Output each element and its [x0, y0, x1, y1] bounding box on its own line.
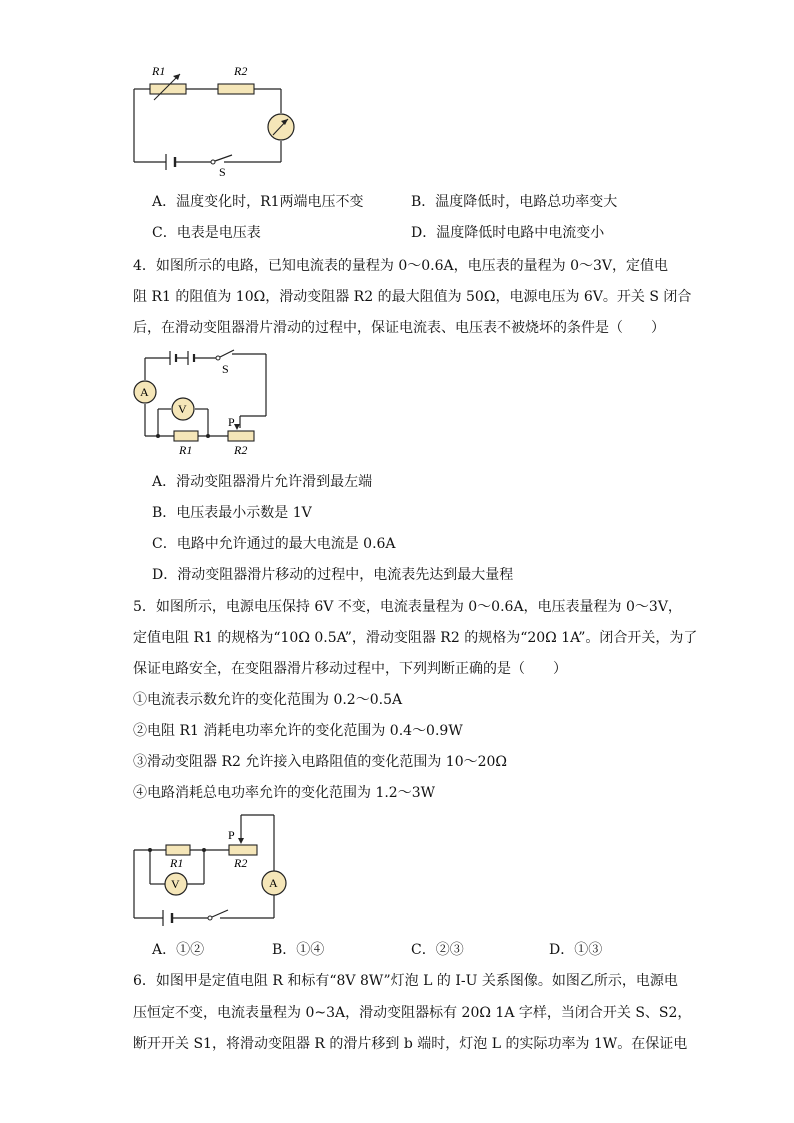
q4-option-d[interactable]: D．滑动变阻器滑片移动的过程中，电流表先达到最大量程: [152, 567, 514, 583]
q4-option-b[interactable]: B．电压表最小示数是 1V: [152, 505, 312, 521]
q4-r1-label: R1: [179, 443, 193, 457]
q4-ammeter-label: A: [140, 385, 149, 399]
q5-voltmeter-label: V: [171, 877, 180, 891]
q5-statement-3: ③滑动变阻器 R2 允许接入电路阻值的变化范围为 10～20Ω: [133, 754, 508, 770]
q3-r2-label: R2: [234, 64, 248, 78]
q5-circuit-diagram: [128, 810, 293, 928]
q4-r2-label: R2: [234, 443, 248, 457]
q3-switch-label: S: [219, 165, 226, 178]
q5-slider-label: P: [228, 828, 235, 842]
q5-statement-1: ①电流表示数允许的变化范围为 0.2～0.5A: [133, 692, 403, 708]
q5-option-b[interactable]: B．①④: [272, 942, 325, 958]
q4-stem-line-2: 阻 R1 的阻值为 10Ω，滑动变阻器 R2 的最大阻值为 50Ω，电源电压为 6V。开关 S 闭合: [133, 289, 692, 305]
q6-stem-line-3: 断开开关 S1，将滑动变阻器 R 的滑片移到 b 端时，灯泡 L 的实际功率为 1W。在保证电: [133, 1036, 688, 1052]
q3-option-d[interactable]: D．温度降低时电路中电流变小: [411, 225, 605, 241]
q6-stem-line-1: 6．如图甲是定值电阻 R 和标有“8V 8W”灯泡 L 的 I-U 关系图像。如图乙所示，电源电: [133, 973, 678, 989]
q4-stem-line-3: 后，在滑动变阻器滑片滑动的过程中，保证电流表、电压表不被烧坏的条件是（ ）: [133, 320, 665, 336]
q5-option-a[interactable]: A．①②: [152, 942, 205, 958]
q5-stem-line-1: 5．如图所示，电源电压保持 6V 不变，电流表量程为 0～0.6A，电压表量程为 0～3V，: [133, 599, 682, 615]
q4-stem-line-1: 4．如图所示的电路，已知电流表的量程为 0～0.6A，电压表的量程为 0～3V，定值电: [133, 258, 669, 274]
q5-r1-label: R1: [170, 856, 184, 870]
q6-stem-line-2: 压恒定不变，电流表量程为 0~3A，滑动变阻器标有 20Ω 1A 字样，当闭合开关 S、S2，: [133, 1005, 692, 1021]
q5-ammeter-label: A: [269, 876, 278, 890]
q5-r2-label: R2: [234, 856, 248, 870]
q3-option-c[interactable]: C．电表是电压表: [152, 225, 261, 241]
q5-stem-line-2: 定值电阻 R1 的规格为“10Ω 0.5A”，滑动变阻器 R2 的规格为“20Ω 1A”。闭合开关，为了: [133, 630, 698, 646]
q5-stem-line-3: 保证电路安全，在变阻器滑片移动过程中，下列判断正确的是（ ）: [133, 661, 567, 677]
q4-slider-label: P: [228, 415, 235, 429]
q5-statement-4: ④电路消耗总电功率允许的变化范围为 1.2～3W: [133, 785, 436, 801]
q4-voltmeter-label: V: [178, 402, 187, 416]
q3-r1-label: R1: [152, 64, 166, 78]
q3-option-a[interactable]: A．温度变化时，R1两端电压不变: [152, 194, 364, 210]
q3-option-b[interactable]: B．温度降低时，电路总功率变大: [411, 194, 618, 210]
q5-option-c[interactable]: C．②③: [411, 942, 464, 958]
q4-option-c[interactable]: C．电路中允许通过的最大电流是 0.6A: [152, 536, 396, 552]
q3-circuit-diagram: [120, 58, 310, 178]
q4-circuit-diagram: [128, 346, 278, 458]
q5-statement-2: ②电阻 R1 消耗电功率允许的变化范围为 0.4～0.9W: [133, 723, 463, 739]
q5-option-d[interactable]: D．①③: [549, 942, 603, 958]
q4-option-a[interactable]: A．滑动变阻器滑片允许滑到最左端: [152, 474, 373, 490]
q4-switch-label: S: [222, 362, 229, 376]
